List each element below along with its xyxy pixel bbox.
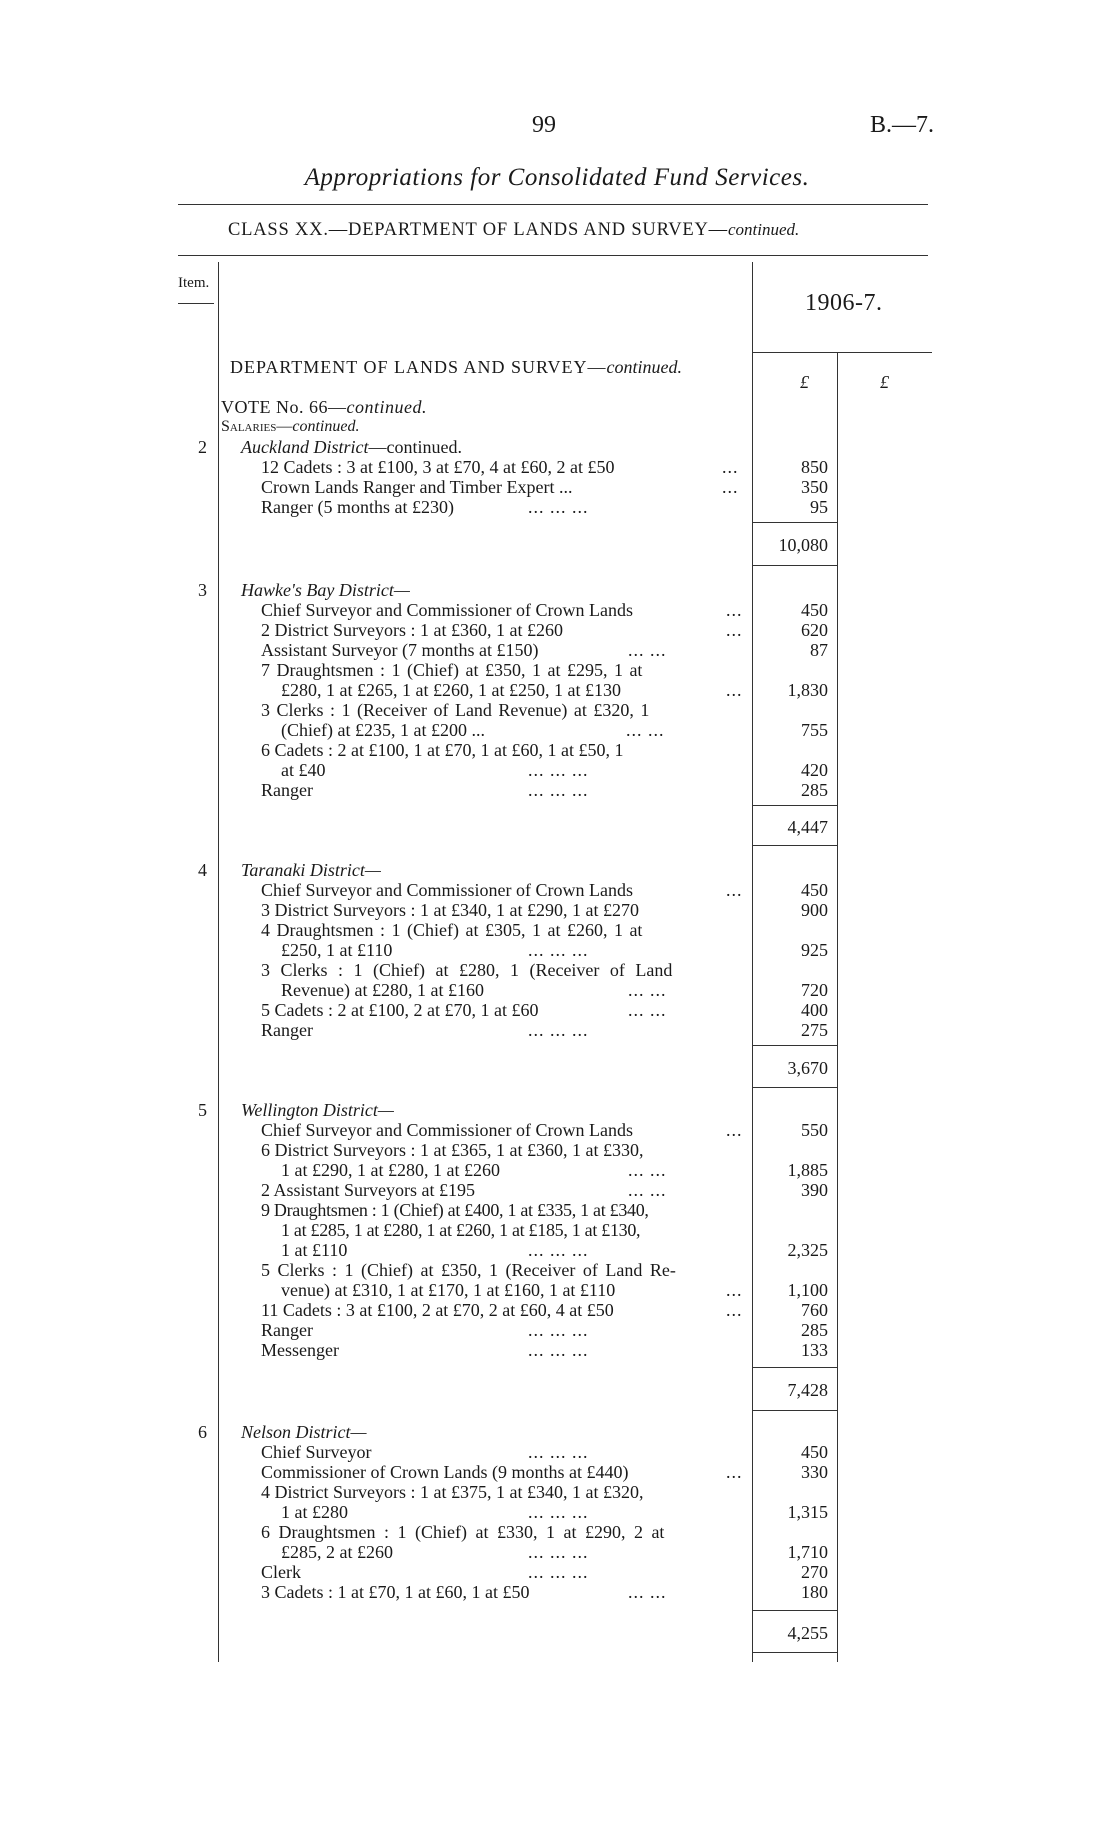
- table-row: 5 Clerks : 1 (Chief) at £350, 1 (Receiver of Land Re-: [261, 1260, 676, 1280]
- vote-line: VOTE No. 66—continued.: [221, 397, 427, 417]
- table-row: at £40 ... ... ... 420: [281, 760, 828, 780]
- table-row: 5 Cadets : 2 at £100, 2 at £70, 1 at £60 ... ... 400: [261, 1000, 828, 1020]
- table-row: 4 Draughtsmen : 1 (Chief) at £305, 1 at £260, 1 at: [261, 920, 643, 940]
- salaries-line: Salaries—continued.: [221, 418, 360, 435]
- page-number: 99: [532, 112, 556, 138]
- department-heading: DEPARTMENT OF LANDS AND SURVEY—continued.: [230, 357, 683, 377]
- currency-label-1: £: [800, 372, 809, 392]
- table-row: £280, 1 at £265, 1 at £260, 1 at £250, 1 at £130 ... 1,830: [281, 680, 828, 700]
- table-row: 1 at £285, 1 at £280, 1 at £260, 1 at £185, 1 at £130,: [281, 1220, 641, 1240]
- table-row: 2 Assistant Surveyors at £195 ... ... 390: [261, 1180, 828, 1200]
- table-row: 6 Draughtsmen : 1 (Chief) at £330, 1 at £290, 2 at: [261, 1522, 665, 1542]
- subtotal-rule: [752, 1652, 837, 1653]
- table-row: 4 District Surveyors : 1 at £375, 1 at £340, 1 at £320,: [261, 1482, 644, 1502]
- currency-label-2: £: [880, 372, 889, 392]
- class-heading: CLASS XX.—DEPARTMENT OF LANDS AND SURVEY—continued.: [228, 220, 800, 240]
- subtotal-rule: [752, 1087, 837, 1088]
- table-row: Commissioner of Crown Lands (9 months at £440) ... 330: [261, 1462, 828, 1482]
- table-row: 3 Clerks : 1 (Receiver of Land Revenue) at £320, 1: [261, 700, 650, 720]
- table-row: 3 Clerks : 1 (Chief) at £280, 1 (Receiver of Land: [261, 960, 673, 980]
- list-item: 2 Auckland District—continued.: [198, 437, 462, 457]
- list-item: 6 Nelson District—: [198, 1422, 367, 1442]
- table-row: 3 District Surveyors : 1 at £340, 1 at £290, 1 at £270 900: [261, 900, 828, 920]
- subtotal-auckland: 10,080: [778, 535, 828, 555]
- table-row: Chief Surveyor and Commissioner of Crown Lands ... 450: [261, 600, 828, 620]
- table-row: £285, 2 at £260 ... ... ... 1,710: [281, 1542, 828, 1562]
- year-column-header: 1906-7.: [805, 290, 883, 316]
- subtotal-taranaki: 3,670: [787, 1058, 828, 1078]
- list-item: 3 Hawke's Bay District—: [198, 580, 410, 600]
- subtotal-wellington: 7,428: [787, 1380, 828, 1400]
- table-row: 6 Cadets : 2 at £100, 1 at £70, 1 at £60, 1 at £50, 1: [261, 740, 624, 760]
- table-row: 1 at £280 ... ... ... 1,315: [281, 1502, 828, 1522]
- table-row: Clerk ... ... ... 270: [261, 1562, 828, 1582]
- table-row: 1 at £290, 1 at £280, 1 at £260 ... ... 1,885: [281, 1160, 828, 1180]
- table-row: 3 Cadets : 1 at £70, 1 at £60, 1 at £50 ... ... 180: [261, 1582, 828, 1602]
- table-row: 2 District Surveyors : 1 at £360, 1 at £260 ... 620: [261, 620, 828, 640]
- table-row: venue) at £310, 1 at £170, 1 at £160, 1 at £110 ... 1,100: [281, 1280, 828, 1300]
- table-row: (Chief) at £235, 1 at £200 ... ... ... 755: [281, 720, 828, 740]
- subtotal-nelson: 4,255: [787, 1623, 828, 1643]
- table-row: 9 Draughtsmen : 1 (Chief) at £400, 1 at £335, 1 at £340,: [261, 1200, 649, 1220]
- rule-top: [178, 204, 928, 205]
- list-item: 4 Taranaki District—: [198, 860, 381, 880]
- page-title: Appropriations for Consolidated Fund Services.: [304, 164, 810, 191]
- list-item: 5 Wellington District—: [198, 1100, 394, 1120]
- item-column-header: Item.: [178, 275, 210, 291]
- table-row: Ranger ... ... ... 285: [261, 1320, 828, 1340]
- table-row: Ranger ... ... ... 285: [261, 780, 828, 800]
- rule-item-header: [178, 303, 214, 304]
- table-row: Ranger ... ... ... 275: [261, 1020, 828, 1040]
- subtotal-rule: [752, 1610, 837, 1611]
- table-row: 6 District Surveyors : 1 at £365, 1 at £360, 1 at £330,: [261, 1140, 644, 1160]
- rule-under-year: [752, 352, 932, 353]
- table-row: Ranger (5 months at £230) ... ... ... 95: [261, 497, 828, 517]
- table-row: Revenue) at £280, 1 at £160 ... ... 720: [281, 980, 828, 1000]
- subtotal-rule: [752, 522, 837, 523]
- subtotal-rule: [752, 1045, 837, 1046]
- document-reference: B.—7.: [870, 112, 935, 138]
- table-row: £250, 1 at £110 ... ... ... 925: [281, 940, 828, 960]
- table-row: Crown Lands Ranger and Timber Expert ... ... 350: [261, 477, 828, 497]
- table-row: Messenger ... ... ... 133: [261, 1340, 828, 1360]
- table-row: Chief Surveyor and Commissioner of Crown Lands ... 450: [261, 880, 828, 900]
- table-row: Assistant Surveyor (7 months at £150) ... ... 87: [261, 640, 828, 660]
- table-row: 7 Draughtsmen : 1 (Chief) at £350, 1 at £295, 1 at: [261, 660, 643, 680]
- subtotal-rule: [752, 565, 837, 566]
- subtotal-rule: [752, 845, 837, 846]
- subtotal-hawkes-bay: 4,447: [787, 817, 828, 837]
- table-row: 11 Cadets : 3 at £100, 2 at £70, 2 at £60, 4 at £50 ... 760: [261, 1300, 828, 1320]
- subtotal-rule: [752, 1367, 837, 1368]
- table-row: 12 Cadets : 3 at £100, 3 at £70, 4 at £60, 2 at £50 ... 850: [261, 457, 828, 477]
- table-row: Chief Surveyor ... ... ... 450: [261, 1442, 828, 1462]
- table-row: 1 at £110 ... ... ... 2,325: [281, 1240, 828, 1260]
- rule-under-class: [178, 255, 928, 256]
- table-row: Chief Surveyor and Commissioner of Crown Lands ... 550: [261, 1120, 828, 1140]
- subtotal-rule: [752, 1410, 837, 1411]
- subtotal-rule: [752, 805, 837, 806]
